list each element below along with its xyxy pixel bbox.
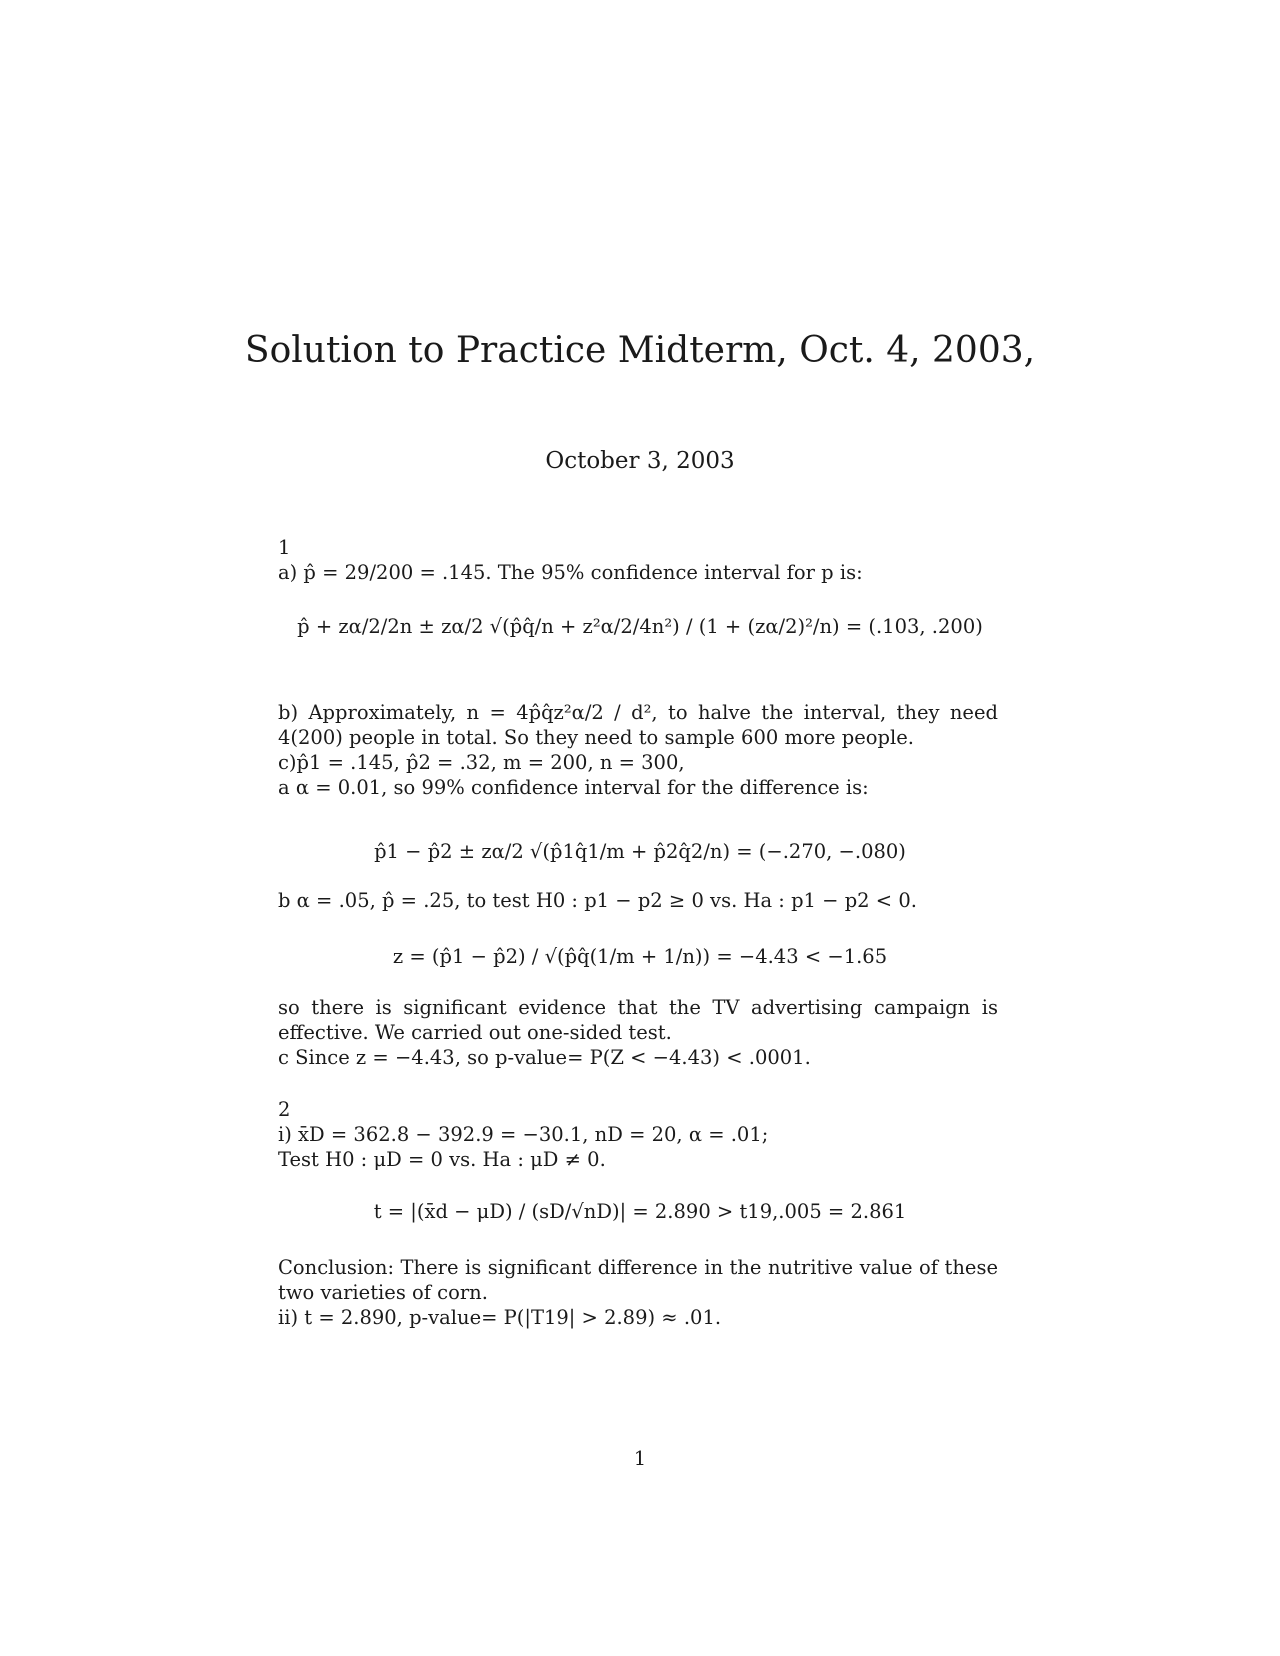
page-number: 1 — [633, 1447, 647, 1470]
q2-part-i-values: i) x̄D = 362.8 − 392.9 = −30.1, nD = 20, α = .01; — [278, 1123, 769, 1146]
q2-conclusion: Conclusion: There is significant difference in the nutritive value of these two varieties of corn. — [278, 1256, 998, 1304]
q1-part-c-values: c)p̂1 = .145, p̂2 = .32, m = 200, n = 300, — [278, 751, 685, 774]
equation-t-statistic: t = |(x̄d − μD) / (sD/√nD)| = 2.890 > t19,.005 = 2.861 — [373, 1200, 907, 1223]
equation-z-statistic: z = (p̂1 − p̂2) / √(p̂q̂(1/m + 1/n)) = −4.43 < −1.65 — [392, 945, 888, 968]
question-1-number: 1 — [278, 536, 291, 559]
q1-part-a-text: a) p̂ = 29/200 = .145. The 95% confidence interval for p is: — [278, 561, 863, 584]
page-title: Solution to Practice Midterm, Oct. 4, 2003, — [244, 330, 1036, 371]
document-date: October 3, 2003 — [545, 448, 735, 474]
q1-conclusion: so there is significant evidence that the TV advertising campaign is effective. We carried out one-sided test. — [278, 996, 998, 1044]
equation-diff-interval: p̂1 − p̂2 ± zα/2 √(p̂1q̂1/m + p̂2q̂2/n) = (−.270, −.080) — [374, 840, 906, 863]
q1-p-value: c Since z = −4.43, so p-value= P(Z < −4.43) < .0001. — [278, 1046, 811, 1069]
q2-part-ii: ii) t = 2.890, p-value= P(|T19| > 2.89) ≈ .01. — [278, 1306, 722, 1329]
q2-hypothesis: Test H0 : μD = 0 vs. Ha : μD ≠ 0. — [278, 1148, 606, 1171]
q1-hypothesis-test: b α = .05, p̂ = .25, to test H0 : p1 − p2 ≥ 0 vs. Ha : p1 − p2 < 0. — [278, 889, 917, 912]
equation-wilson-interval: p̂ + zα/2/2n ± zα/2 √(p̂q̂/n + z²α/2/4n²) / (1 + (zα/2)²/n) = (.103, .200) — [297, 615, 983, 638]
q1-part-c-alpha: a α = 0.01, so 99% confidence interval for the difference is: — [278, 776, 869, 799]
q1-part-b-text: b) Approximately, n = 4p̂q̂z²α/2 / d², to halve the interval, they need 4(200) people in total. So they need to sample 600 more people. — [278, 701, 998, 749]
question-2-number: 2 — [278, 1098, 291, 1121]
